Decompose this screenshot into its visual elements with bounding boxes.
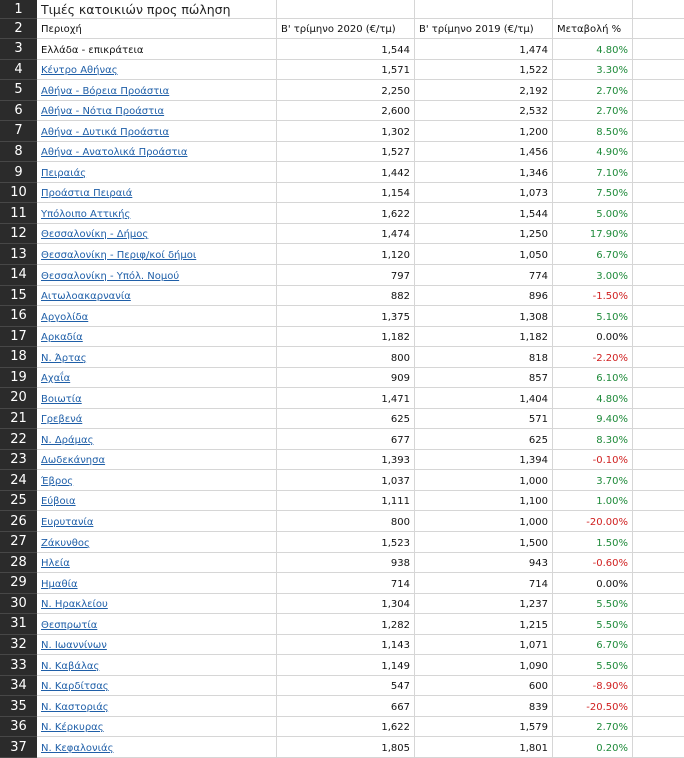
change-cell[interactable]: 3.00% (553, 265, 633, 286)
value-2020-cell[interactable]: 1,571 (277, 60, 415, 81)
header-q2-2019[interactable]: Β' τρίμηνο 2019 (€/τμ) (415, 19, 553, 39)
table-row (0, 553, 684, 574)
region-cell[interactable] (37, 203, 277, 224)
row-number[interactable]: 2 (0, 19, 37, 39)
region-cell[interactable] (37, 224, 277, 245)
region-link[interactable]: Προάστια Πειραιά (41, 188, 133, 200)
value-2020-cell[interactable]: 1,544 (277, 39, 415, 60)
region-link[interactable]: Αρκαδία (41, 332, 83, 344)
region-cell[interactable] (37, 511, 277, 532)
value-2020-cell[interactable]: 547 (277, 676, 415, 697)
value-2020-cell[interactable]: 667 (277, 696, 415, 717)
value-2019-cell[interactable]: 1,000 (415, 470, 553, 491)
value-2020-cell[interactable]: 1,149 (277, 655, 415, 676)
region-link[interactable]: Ν. Καβάλας (41, 660, 100, 672)
table-row (0, 491, 684, 512)
table-row (0, 162, 684, 183)
empty-cell[interactable] (633, 162, 684, 183)
region-link[interactable]: Έβρος (41, 475, 74, 487)
row-number[interactable]: 37 (0, 737, 37, 758)
row-number[interactable]: 24 (0, 470, 37, 491)
value-2019-cell[interactable]: 1,073 (415, 183, 553, 204)
value-2020-cell[interactable]: 677 (277, 429, 415, 450)
change-cell[interactable]: -0.10% (553, 450, 633, 471)
empty-cell[interactable] (633, 532, 684, 553)
row-number[interactable]: 5 (0, 80, 37, 101)
value-2019-cell[interactable]: 2,532 (415, 101, 553, 122)
empty-cell[interactable] (633, 244, 684, 265)
table-row (0, 368, 684, 389)
region-link[interactable]: Ν. Άρτας (41, 352, 87, 364)
empty-cell[interactable] (633, 717, 684, 738)
value-2019-cell[interactable]: 1,474 (415, 39, 553, 60)
change-cell[interactable]: 6.70% (553, 244, 633, 265)
row-number[interactable]: 9 (0, 162, 37, 183)
header-row (0, 19, 684, 39)
row-number[interactable]: 6 (0, 101, 37, 122)
empty-cell[interactable] (633, 450, 684, 471)
table-row (0, 265, 684, 286)
header-change[interactable]: Μεταβολή % (553, 19, 633, 39)
value-2020-cell[interactable]: 1,622 (277, 203, 415, 224)
table-row (0, 388, 684, 409)
value-2019-cell[interactable]: 1,394 (415, 450, 553, 471)
table-row (0, 470, 684, 491)
table-row (0, 327, 684, 348)
row-number[interactable]: 7 (0, 121, 37, 142)
row-number[interactable]: 34 (0, 676, 37, 697)
empty-cell[interactable] (633, 614, 684, 635)
region-link[interactable]: Θεσσαλονίκη - Δήμος (41, 229, 149, 241)
region-link[interactable]: Αργολίδα (41, 311, 89, 323)
value-2019-cell[interactable]: 857 (415, 368, 553, 389)
row-number[interactable]: 3 (0, 39, 37, 60)
value-2019-cell[interactable]: 1,544 (415, 203, 553, 224)
change-cell[interactable]: 9.40% (553, 409, 633, 430)
empty-cell[interactable] (415, 0, 553, 19)
region-cell[interactable] (37, 676, 277, 697)
region-link[interactable]: Ν. Ιωαννίνων (41, 640, 107, 652)
row-number[interactable]: 29 (0, 573, 37, 594)
empty-cell[interactable] (633, 409, 684, 430)
region-cell[interactable] (37, 183, 277, 204)
empty-cell[interactable] (633, 0, 684, 19)
change-cell[interactable]: 2.70% (553, 717, 633, 738)
row-number[interactable]: 19 (0, 368, 37, 389)
region-link[interactable]: Γρεβενά (41, 414, 83, 426)
table-row (0, 183, 684, 204)
row-number[interactable]: 11 (0, 203, 37, 224)
value-2020-cell[interactable]: 1,120 (277, 244, 415, 265)
table-row (0, 347, 684, 368)
value-2020-cell[interactable]: 938 (277, 553, 415, 574)
row-number[interactable]: 17 (0, 327, 37, 348)
change-cell[interactable]: 5.10% (553, 306, 633, 327)
region-link[interactable]: Ν. Κέρκυρας (41, 722, 104, 734)
change-cell[interactable]: -20.50% (553, 696, 633, 717)
value-2020-cell[interactable]: 625 (277, 409, 415, 430)
region-link[interactable]: Ν. Δράμας (41, 434, 94, 446)
value-2020-cell[interactable]: 797 (277, 265, 415, 286)
region-link[interactable]: Αθήνα - Ανατολικά Προάστια (41, 147, 188, 159)
row-number[interactable]: 25 (0, 491, 37, 512)
change-cell[interactable]: 7.10% (553, 162, 633, 183)
table-row (0, 450, 684, 471)
value-2019-cell[interactable]: 896 (415, 286, 553, 307)
row-number[interactable]: 1 (0, 0, 37, 19)
value-2020-cell[interactable]: 1,375 (277, 306, 415, 327)
table-row (0, 655, 684, 676)
value-2019-cell[interactable]: 1,182 (415, 327, 553, 348)
region-cell[interactable] (37, 553, 277, 574)
region-link[interactable]: Αθήνα - Βόρεια Προάστια (41, 85, 170, 97)
table-row (0, 80, 684, 101)
value-2020-cell[interactable]: 1,282 (277, 614, 415, 635)
row-number[interactable]: 36 (0, 717, 37, 738)
region-cell[interactable] (37, 429, 277, 450)
value-2019-cell[interactable]: 1,404 (415, 388, 553, 409)
region-link[interactable]: Υπόλοιπο Αττικής (41, 208, 131, 220)
value-2019-cell[interactable]: 1,237 (415, 594, 553, 615)
value-2019-cell[interactable]: 1,215 (415, 614, 553, 635)
change-cell[interactable]: 4.80% (553, 388, 633, 409)
region-cell[interactable] (37, 491, 277, 512)
value-2019-cell[interactable]: 1,456 (415, 142, 553, 163)
region-cell[interactable] (37, 655, 277, 676)
value-2019-cell[interactable]: 943 (415, 553, 553, 574)
region-cell[interactable] (37, 80, 277, 101)
region-cell[interactable] (37, 614, 277, 635)
empty-cell[interactable] (633, 80, 684, 101)
table-row (0, 39, 684, 60)
value-2020-cell[interactable]: 1,393 (277, 450, 415, 471)
change-cell[interactable]: 0.20% (553, 737, 633, 758)
empty-cell[interactable] (633, 696, 684, 717)
region-cell[interactable] (37, 635, 277, 656)
region-link[interactable]: Θεσσαλονίκη - Περιφ/κοί δήμοι (41, 249, 197, 261)
table-row (0, 532, 684, 553)
row-number[interactable]: 33 (0, 655, 37, 676)
row-number[interactable]: 12 (0, 224, 37, 245)
value-2019-cell[interactable]: 1,100 (415, 491, 553, 512)
value-2019-cell[interactable]: 714 (415, 573, 553, 594)
region-cell[interactable] (37, 573, 277, 594)
table-row (0, 306, 684, 327)
empty-cell[interactable] (633, 491, 684, 512)
region-cell[interactable] (37, 696, 277, 717)
empty-cell[interactable] (633, 511, 684, 532)
table-row (0, 101, 684, 122)
empty-cell[interactable] (633, 19, 684, 39)
row-number[interactable]: 10 (0, 183, 37, 204)
region-cell[interactable] (37, 265, 277, 286)
region-cell[interactable] (37, 142, 277, 163)
row-number[interactable]: 20 (0, 388, 37, 409)
change-cell[interactable]: -2.20% (553, 347, 633, 368)
empty-cell[interactable] (633, 655, 684, 676)
value-2019-cell[interactable]: 571 (415, 409, 553, 430)
value-2020-cell[interactable]: 714 (277, 573, 415, 594)
value-2020-cell[interactable]: 1,471 (277, 388, 415, 409)
table-row (0, 429, 684, 450)
row-number[interactable]: 32 (0, 635, 37, 656)
row-number[interactable]: 15 (0, 286, 37, 307)
region-link[interactable]: Πειραιάς (41, 167, 87, 179)
region-cell[interactable] (37, 244, 277, 265)
value-2019-cell[interactable]: 1,050 (415, 244, 553, 265)
value-2020-cell[interactable]: 1,182 (277, 327, 415, 348)
row-number[interactable]: 27 (0, 532, 37, 553)
empty-cell[interactable] (633, 306, 684, 327)
value-2019-cell[interactable]: 625 (415, 429, 553, 450)
table-row (0, 121, 684, 142)
region-cell[interactable] (37, 121, 277, 142)
value-2019-cell[interactable]: 1,308 (415, 306, 553, 327)
empty-cell[interactable] (633, 203, 684, 224)
table-row (0, 573, 684, 594)
value-2019-cell[interactable]: 1,579 (415, 717, 553, 738)
value-2020-cell[interactable]: 1,474 (277, 224, 415, 245)
region-link[interactable]: Δωδεκάνησα (41, 455, 106, 467)
region-link[interactable]: Ημαθία (41, 578, 78, 590)
empty-cell[interactable] (633, 224, 684, 245)
table-row (0, 717, 684, 738)
change-cell[interactable]: 0.00% (553, 327, 633, 348)
empty-cell[interactable] (633, 573, 684, 594)
value-2019-cell[interactable]: 1,090 (415, 655, 553, 676)
value-2020-cell[interactable]: 2,600 (277, 101, 415, 122)
empty-cell[interactable] (633, 594, 684, 615)
table-row (0, 635, 684, 656)
region-link[interactable]: Εύβοια (41, 496, 76, 508)
region-cell[interactable] (37, 409, 277, 430)
change-cell[interactable]: 5.50% (553, 594, 633, 615)
region-link[interactable]: Ν. Καστοριάς (41, 701, 109, 713)
empty-cell[interactable] (633, 737, 684, 758)
region-link[interactable]: Ευρυτανία (41, 517, 94, 529)
region-cell[interactable] (37, 717, 277, 738)
region-link[interactable]: Αθήνα - Δυτικά Προάστια (41, 126, 170, 138)
table-row (0, 614, 684, 635)
empty-cell[interactable] (633, 101, 684, 122)
row-number[interactable]: 31 (0, 614, 37, 635)
value-2019-cell[interactable]: 839 (415, 696, 553, 717)
empty-cell[interactable] (633, 265, 684, 286)
region-cell[interactable] (37, 594, 277, 615)
region-label: Ελλάδα - επικράτεια (41, 44, 144, 56)
row-number[interactable]: 16 (0, 306, 37, 327)
change-cell[interactable]: 2.70% (553, 101, 633, 122)
region-link[interactable]: Αθήνα - Νότια Προάστια (41, 106, 165, 118)
table-row (0, 676, 684, 697)
change-cell[interactable]: 6.70% (553, 635, 633, 656)
table-row (0, 594, 684, 615)
change-cell[interactable]: -1.50% (553, 286, 633, 307)
region-cell[interactable] (37, 347, 277, 368)
table-row (0, 203, 684, 224)
row-number[interactable]: 14 (0, 265, 37, 286)
empty-cell[interactable] (633, 60, 684, 81)
value-2020-cell[interactable]: 1,523 (277, 532, 415, 553)
sheet-title[interactable]: Τιμές κατοικιών προς πώληση (37, 0, 277, 19)
empty-cell[interactable] (553, 0, 633, 19)
value-2019-cell[interactable]: 1,250 (415, 224, 553, 245)
change-cell[interactable]: -20.00% (553, 511, 633, 532)
value-2019-cell[interactable]: 818 (415, 347, 553, 368)
value-2020-cell[interactable]: 1,143 (277, 635, 415, 656)
region-cell[interactable] (37, 162, 277, 183)
value-2020-cell[interactable]: 1,527 (277, 142, 415, 163)
value-2020-cell[interactable]: 800 (277, 347, 415, 368)
header-q2-2020[interactable]: Β' τρίμηνο 2020 (€/τμ) (277, 19, 415, 39)
table-row (0, 142, 684, 163)
change-cell[interactable]: 0.00% (553, 573, 633, 594)
region-link[interactable]: Ζάκυνθος (41, 537, 90, 549)
value-2019-cell[interactable]: 1,801 (415, 737, 553, 758)
change-cell[interactable]: 6.10% (553, 368, 633, 389)
change-cell[interactable]: 8.50% (553, 121, 633, 142)
empty-cell[interactable] (633, 327, 684, 348)
region-cell[interactable] (37, 532, 277, 553)
region-link[interactable]: Θεσσαλονίκη - Υπόλ. Νομού (41, 270, 180, 282)
region-cell[interactable] (37, 327, 277, 348)
value-2019-cell[interactable]: 774 (415, 265, 553, 286)
empty-cell[interactable] (633, 470, 684, 491)
change-cell[interactable]: -8.90% (553, 676, 633, 697)
region-cell[interactable] (37, 39, 277, 60)
value-2020-cell[interactable]: 1,111 (277, 491, 415, 512)
title-row (0, 0, 684, 19)
empty-cell[interactable] (633, 286, 684, 307)
table-row (0, 409, 684, 430)
region-cell[interactable] (37, 470, 277, 491)
region-link[interactable]: Βοιωτία (41, 393, 82, 405)
empty-cell[interactable] (633, 121, 684, 142)
empty-cell[interactable] (633, 347, 684, 368)
change-cell[interactable]: 4.90% (553, 142, 633, 163)
empty-cell[interactable] (633, 388, 684, 409)
row-number[interactable]: 23 (0, 450, 37, 471)
empty-cell[interactable] (633, 368, 684, 389)
value-2019-cell[interactable]: 1,200 (415, 121, 553, 142)
header-region[interactable]: Περιοχή (37, 19, 277, 39)
region-cell[interactable] (37, 306, 277, 327)
table-row (0, 737, 684, 758)
value-2019-cell[interactable]: 1,071 (415, 635, 553, 656)
table-row (0, 60, 684, 81)
row-number[interactable]: 30 (0, 594, 37, 615)
row-number[interactable]: 18 (0, 347, 37, 368)
table-row (0, 696, 684, 717)
value-2019-cell[interactable]: 2,192 (415, 80, 553, 101)
region-link[interactable]: Αχαΐα (41, 373, 71, 385)
region-cell[interactable] (37, 388, 277, 409)
value-2020-cell[interactable]: 1,304 (277, 594, 415, 615)
region-cell[interactable] (37, 60, 277, 81)
row-number[interactable]: 21 (0, 409, 37, 430)
region-cell[interactable] (37, 368, 277, 389)
region-cell[interactable] (37, 450, 277, 471)
empty-cell[interactable] (633, 553, 684, 574)
change-cell[interactable]: 17.90% (553, 224, 633, 245)
change-cell[interactable]: 5.50% (553, 614, 633, 635)
empty-cell[interactable] (633, 676, 684, 697)
row-number[interactable]: 26 (0, 511, 37, 532)
value-2019-cell[interactable]: 1,000 (415, 511, 553, 532)
table-row (0, 286, 684, 307)
row-number[interactable]: 35 (0, 696, 37, 717)
value-2019-cell[interactable]: 1,346 (415, 162, 553, 183)
region-cell[interactable] (37, 737, 277, 758)
region-link[interactable]: Θεσπρωτία (41, 619, 98, 631)
empty-cell[interactable] (633, 429, 684, 450)
change-cell[interactable]: 7.50% (553, 183, 633, 204)
change-cell[interactable]: 8.30% (553, 429, 633, 450)
change-cell[interactable]: 1.00% (553, 491, 633, 512)
change-cell[interactable]: 2.70% (553, 80, 633, 101)
table-row (0, 244, 684, 265)
table-row (0, 224, 684, 245)
change-cell[interactable]: -0.60% (553, 553, 633, 574)
value-2020-cell[interactable]: 1,037 (277, 470, 415, 491)
change-cell[interactable]: 3.70% (553, 470, 633, 491)
empty-cell[interactable] (633, 183, 684, 204)
region-link[interactable]: Ν. Καρδίτσας (41, 681, 109, 693)
empty-cell[interactable] (633, 142, 684, 163)
region-link[interactable]: Ν. Κεφαλονιάς (41, 742, 114, 754)
value-2019-cell[interactable]: 600 (415, 676, 553, 697)
value-2020-cell[interactable]: 2,250 (277, 80, 415, 101)
region-link[interactable]: Αιτωλοακαρνανία (41, 291, 131, 303)
table-row (0, 511, 684, 532)
region-link[interactable]: Ηλεία (41, 558, 70, 570)
value-2020-cell[interactable]: 882 (277, 286, 415, 307)
value-2019-cell[interactable]: 1,500 (415, 532, 553, 553)
row-number[interactable]: 4 (0, 60, 37, 81)
value-2020-cell[interactable]: 909 (277, 368, 415, 389)
value-2020-cell[interactable]: 1,154 (277, 183, 415, 204)
row-number[interactable]: 28 (0, 553, 37, 574)
value-2020-cell[interactable]: 1,622 (277, 717, 415, 738)
change-cell[interactable]: 5.50% (553, 655, 633, 676)
empty-cell[interactable] (633, 635, 684, 656)
value-2020-cell[interactable]: 1,302 (277, 121, 415, 142)
empty-cell[interactable] (633, 39, 684, 60)
empty-cell[interactable] (277, 0, 415, 19)
region-link[interactable]: Κέντρο Αθήνας (41, 65, 118, 77)
region-link[interactable]: Ν. Ηρακλείου (41, 599, 108, 611)
value-2019-cell[interactable]: 1,522 (415, 60, 553, 81)
region-cell[interactable] (37, 101, 277, 122)
value-2020-cell[interactable]: 1,442 (277, 162, 415, 183)
row-number[interactable]: 13 (0, 244, 37, 265)
value-2020-cell[interactable]: 800 (277, 511, 415, 532)
row-number[interactable]: 8 (0, 142, 37, 163)
row-number[interactable]: 22 (0, 429, 37, 450)
value-2020-cell[interactable]: 1,805 (277, 737, 415, 758)
change-cell[interactable]: 5.00% (553, 203, 633, 224)
region-cell[interactable] (37, 286, 277, 307)
change-cell[interactable]: 3.30% (553, 60, 633, 81)
change-cell[interactable]: 1.50% (553, 532, 633, 553)
change-cell[interactable]: 4.80% (553, 39, 633, 60)
